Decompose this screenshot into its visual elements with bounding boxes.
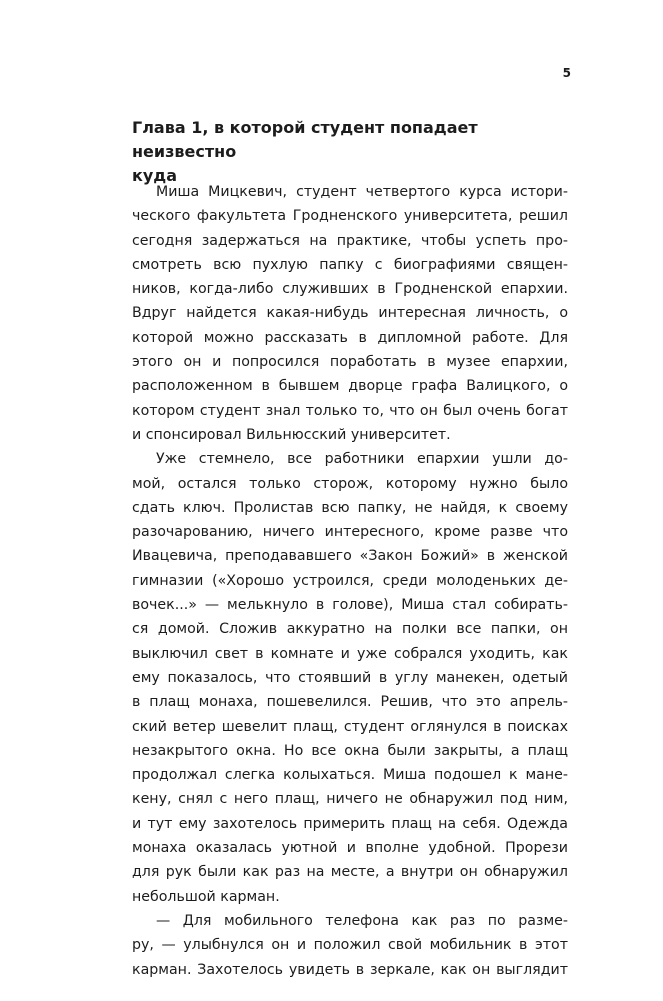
paragraph-line: гимназии («Хорошо устроился, среди молоденьких де-: [132, 572, 568, 589]
chapter-title-line: Глава 1, в которой студент попадает неизвестно: [132, 118, 478, 161]
paragraph-line: ему показалось, что стоявший в углу манекен, одетый: [132, 669, 568, 686]
paragraph-line: в плащ монаха, пошевелился. Решив, что это апрель-: [132, 694, 568, 711]
paragraph-line: для рук были как раз на месте, а внутри он обнаружил: [132, 864, 568, 881]
chapter-title: [132, 116, 572, 188]
chapter-title-line: куда: [132, 166, 178, 185]
paragraph-line: Миша Мицкевич, студент четвертого курса истори-: [156, 184, 568, 200]
paragraph-line: кену, снял с него плащ, ничего не обнаружил под ним,: [132, 791, 568, 808]
paragraph-line: и спонсировал Вильнюсский университет.: [132, 426, 451, 443]
paragraph-line: карман. Захотелось увидеть в зеркале, как он выглядит: [132, 961, 568, 978]
paragraph-line: ский ветер шевелит плащ, студент оглянулся в поисках: [132, 718, 568, 735]
paragraph-line: ческого факультета Гродненского университета, решил: [132, 208, 568, 225]
paragraph-line: расположенном в бывшем дворце графа Валицкого, о: [132, 378, 568, 395]
paragraph-line: и тут ему захотелось примерить плащ на себя. Одежда: [132, 815, 568, 832]
paragraph-line: небольшой карман.: [132, 888, 280, 905]
paragraph-line: ру, — улыбнулся он и положил свой мобильник в этот: [132, 937, 568, 954]
paragraph-line: — Для мобильного телефона как раз по разме-: [156, 912, 568, 929]
paragraph-line: Ивацевича, преподававшего «Закон Божий» в женской: [132, 548, 568, 565]
paragraph-line: сдать ключ. Пролистав всю папку, не найдя, к своему: [132, 499, 568, 516]
paragraph-line: монаха оказалась уютной и вполне удобной. Прорези: [132, 840, 568, 857]
paragraph-line: разочарованию, ничего интересного, кроме разве что: [132, 524, 568, 541]
chapter-body-text: [132, 180, 568, 982]
paragraph-line: которой можно рассказать в дипломной работе. Для: [132, 329, 568, 346]
paragraph-line: ся домой. Сложив аккуратно на полки все папки, он: [132, 621, 568, 638]
paragraph-line: мой, остался только сторож, которому нужно было: [132, 475, 568, 492]
paragraph-line: продолжал слегка колыхаться. Миша подошел к мане-: [132, 767, 568, 784]
paragraph-line: Уже стемнело, все работники епархии ушли до-: [156, 451, 568, 468]
page-number: 5: [562, 66, 571, 80]
paragraph-line: котором студент знал только то, что он был очень богат: [132, 402, 568, 419]
paragraph-line: сегодня задержаться на практике, чтобы успеть про-: [132, 232, 568, 249]
paragraph-line: выключил свет в комнате и уже собрался уходить, как: [132, 645, 568, 662]
paragraph-line: вочек...» — мелькнуло в голове), Миша стал собирать-: [132, 597, 568, 614]
paragraph-line: незакрытого окна. Но все окна были закрыты, а плащ: [132, 742, 568, 759]
paragraph-line: Вдруг найдется какая-нибудь интересная личность, о: [132, 305, 568, 322]
paragraph-line: этого он и попросился поработать в музее епархии,: [132, 354, 568, 371]
paragraph-line: ников, когда-либо служивших в Гродненской епархии.: [132, 281, 568, 298]
paragraph-line: смотреть всю пухлую папку с биографиями священ-: [132, 256, 568, 273]
